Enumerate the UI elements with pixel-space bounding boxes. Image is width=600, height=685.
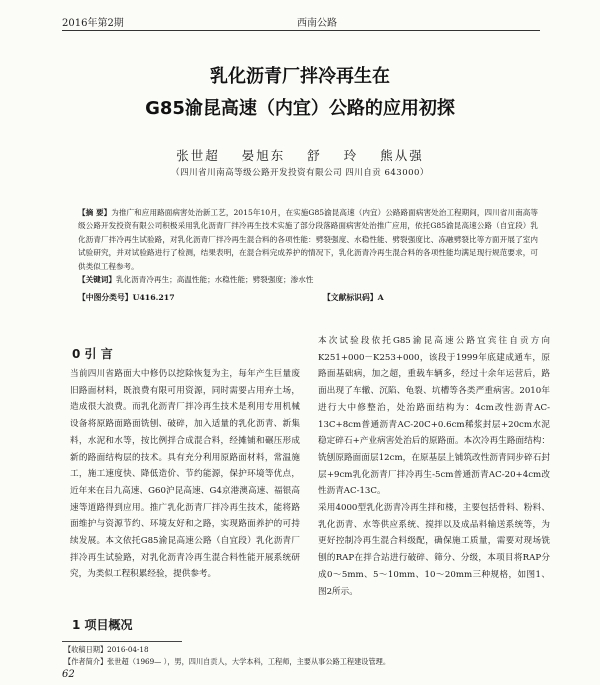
author-list: 张世超 晏旭东 舒 玲 熊从强 [176,148,424,163]
classification-row [78,292,538,303]
journal-name: 西南公路 [297,18,337,29]
abstract-text: 为推广和应用路面病害处治新工艺，2015年10月，在实施G85渝昆高速（内宜）公路路面病害处治工程期间，四川省川南高等级公路开发投资有限公司积极采用乳化沥青厂拌冷再生技术实施了部分段落路面病害处治推广应用，依托G85渝昆高速公路（自宜段）乳化沥青厂拌冷再生试验路，对乳化沥青厂拌冷再生混合料的各项性能：劈裂强度、水稳性能、劈裂强度比、冻融劈裂比等方面开展了室内试验研究，并对试验路进行了检测，结果表明，在混合料完成养护的情况下，乳化沥青冷再生混合料的各项性能均满足现行规范要求，可供类似工程参考。 [78,208,538,271]
project-paragraph-1: 本次试验段依托G85渝昆高速公路宜宾往自贡方向K251+000－K253+000，该段于1999年底建成通车，原路面基础病，加之超，重载车辆多，经过十余年运营后，路面出现了车辙、沉陷、龟裂、坑槽等各类严重病害。2010年进行大中修整治，处治路面结构为：4cm改性沥青AC-13C+8cm普通沥青AC-20C+0.6cm稀浆封层+20cm水泥稳定碎石+产业病害处治后的原路面。本次冷再生路面结构：铣刨原路面面层12cm，在原基层上铺筑改性沥青同步碎石封层+9cm乳化沥青厂拌冷再生-5cm普通沥青AC-20+4cm改性沥青AC-13C。 [318,336,550,497]
right-column [318,333,550,600]
project-paragraph-2: 采用4000型乳化沥青冷再生拌和楼，主要包括骨料、粉料、乳化沥青、水等供应系统、搅拌以及成品料输送系统等，为更好控制冷再生混合料级配，确保施工质量，需要对现场铣刨的RAP在拌合站进行破碎、筛分、分级，本项目将RAP分成0～5mm、5～10mm、10～20mm三种规格，如图1、图2所示。 [318,503,550,597]
keywords-label: 【关键词】 [78,275,116,285]
abstract [78,206,538,286]
header-divider [62,30,540,31]
affiliation: （四川省川南高等级公路开发投资有限公司 四川自贡 643000） [171,168,429,178]
section-heading-overview: 1 项目概况 [72,618,133,632]
page-number: 62 [62,669,75,680]
paper-title-line1: 乳化沥青厂拌冷再生在 [210,66,390,87]
footnote-divider [62,641,182,642]
doc-code-value: A [377,293,384,302]
section-heading-intro: 0 引 言 [72,347,113,361]
clc-label: 【中图分类号】 [78,293,133,302]
received-date-note: 【收稿日期】2016-04-18 [64,645,149,654]
intro-paragraph: 当前四川省路面大中修仍以挖除恢复为主，每年产生巨量废旧路面材料，既浪费有限可用资源，同时需要占用弃土场，造成很大浪费。而乳化沥青厂拌冷再生技术是利用专用机械设备将原路面路面铣刨、破碎，加入适量的乳化沥青、新集料，水泥和水等，按比例拌合成混合料，经摊铺和碾压形成新的路面结构层的技术。具有充分利用原路面材料，常温施工，施工速度快、降低造价、节约能源，保护环境等优点，近年来在吕九高速、G60沪昆高速、G4京港澳高速、福银高速等道路得到应用。推广乳化沥青厂拌冷再生技术，能将路面维护与资源节约、环境友好和之路，实现路面养护的可持续发展。本文依托G85渝昆高速公路（自宜段）乳化沥青厂拌冷再生试验路，对乳化沥青冷再生混合料性能开展系统研究，为类似工程积累经验，提供参考。 [70,369,300,580]
running-header [62,14,540,30]
doc-code-label: 【文献标识码】 [323,293,378,302]
author-bio-note: 【作者简介】张世超（1969— ），男，四川自贡人，大学本科，工程师，主要从事公路工程建设管理。 [64,657,391,666]
keywords-text: 乳化沥青冷再生；高温性能；水稳性能；劈裂强度；渗水性 [115,275,314,285]
issue-label: 2016年第2期 [62,18,124,29]
paper-title-line2: G85渝昆高速（内宜）公路的应用初探 [145,98,455,119]
clc-value: U416.217 [132,293,175,302]
abstract-label: 【摘 要】 [78,208,112,217]
footnotes [64,644,554,668]
